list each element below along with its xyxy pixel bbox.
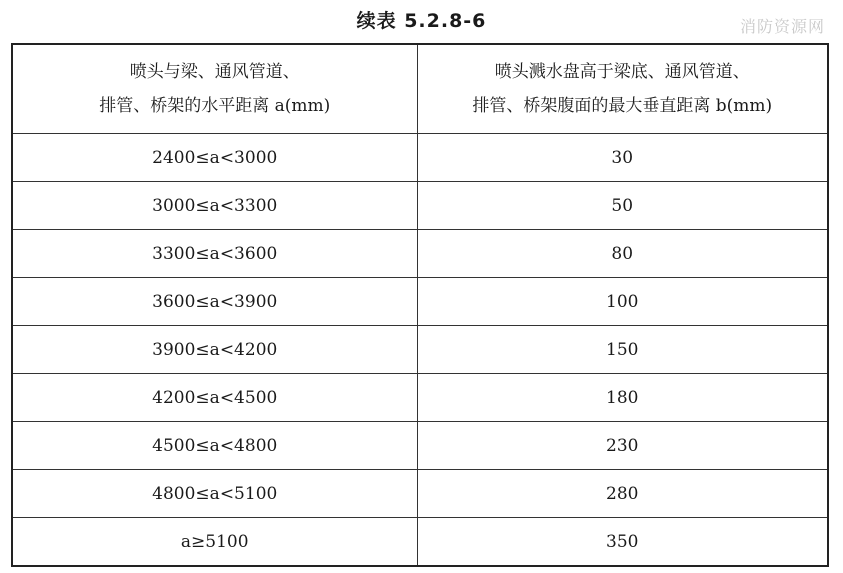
table-cell-value: 150	[417, 326, 828, 374]
table-cell-range: 4200≤a<4500	[12, 374, 417, 422]
table-row	[12, 278, 828, 326]
table-row	[12, 182, 828, 230]
table-cell-range: 3300≤a<3600	[12, 230, 417, 278]
table-cell-value: 80	[417, 230, 828, 278]
table-cell-value: 180	[417, 374, 828, 422]
table-cell-value: 230	[417, 422, 828, 470]
table-cell-range: 4800≤a<5100	[12, 470, 417, 518]
header-cell-line: 排管、桥架腹面的最大垂直距离 b(mm)	[472, 96, 773, 116]
header-cell-line: 排管、桥架的水平距离 a(mm)	[99, 96, 331, 116]
table-cell-range: 3600≤a<3900	[12, 278, 417, 326]
table-row	[12, 470, 828, 518]
table-row	[12, 326, 828, 374]
table-cell-range: a≥5100	[12, 518, 417, 567]
table-cell-range: 3000≤a<3300	[12, 182, 417, 230]
header-horizontal-distance	[12, 44, 417, 134]
table-cell-value: 50	[417, 182, 828, 230]
header-cell-line: 喷头与梁、通风管道、	[129, 62, 300, 82]
table-row	[12, 230, 828, 278]
table-row	[12, 134, 828, 182]
table-title: 续表 5.2.8-6	[356, 10, 487, 32]
header-cell-line: 喷头溅水盘高于梁底、通风管道、	[494, 62, 750, 82]
table-row	[12, 518, 828, 567]
table-cell-value: 100	[417, 278, 828, 326]
table-cell-value: 280	[417, 470, 828, 518]
table-cell-range: 2400≤a<3000	[12, 134, 417, 182]
table-cell-value: 30	[417, 134, 828, 182]
table-row	[12, 422, 828, 470]
table-cell-value: 350	[417, 518, 828, 567]
table-cell-range: 4500≤a<4800	[12, 422, 417, 470]
header-vertical-distance	[417, 44, 828, 134]
table-row	[12, 374, 828, 422]
spec-table	[11, 43, 829, 567]
watermark: 消防资源网	[739, 17, 825, 36]
table-header-row	[12, 44, 828, 134]
table-cell-range: 3900≤a<4200	[12, 326, 417, 374]
